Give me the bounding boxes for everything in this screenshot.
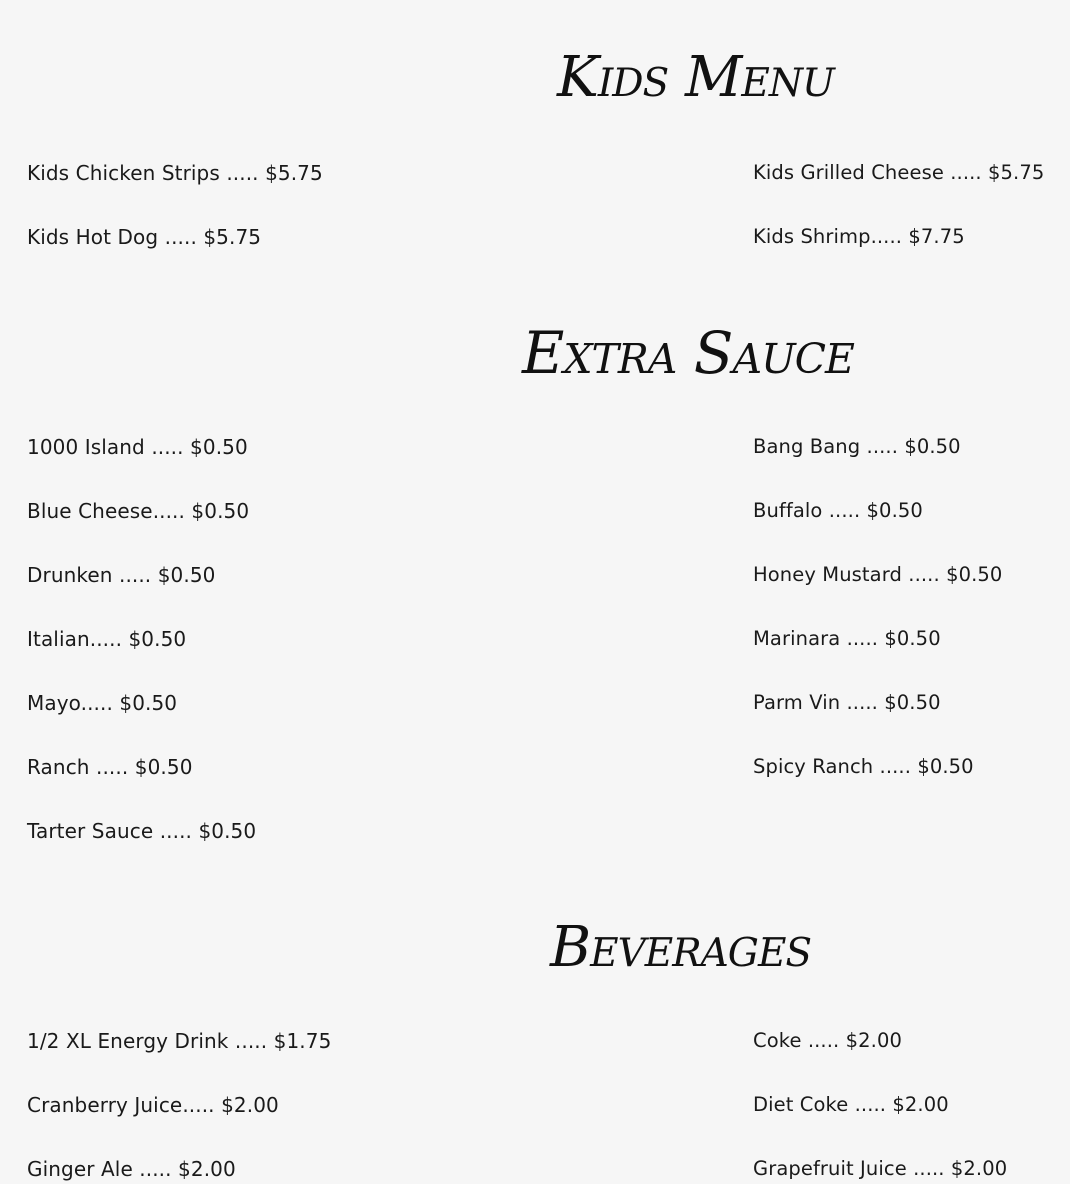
- menu-item: Kids Hot Dog ..... $5.75: [27, 225, 262, 249]
- kids-menu-title: Kids Menu: [557, 45, 834, 110]
- menu-item: 1000 Island ..... $0.50: [27, 435, 248, 459]
- menu-item: Buffalo ..... $0.50: [753, 499, 923, 522]
- menu-item: Italian..... $0.50: [27, 627, 187, 651]
- menu-item: Ranch ..... $0.50: [27, 755, 193, 779]
- menu-item: Spicy Ranch ..... $0.50: [753, 755, 974, 778]
- menu-item: Tarter Sauce ..... $0.50: [27, 819, 257, 843]
- menu-item: Cranberry Juice..... $2.00: [27, 1093, 279, 1117]
- menu-item: Parm Vin ..... $0.50: [753, 691, 941, 714]
- extra-sauce-title: Extra Sauce: [522, 319, 854, 387]
- menu-item: Kids Grilled Cheese ..... $5.75: [753, 161, 1045, 184]
- menu-item: Ginger Ale ..... $2.00: [27, 1157, 236, 1181]
- menu-item: Kids Chicken Strips ..... $5.75: [27, 161, 323, 185]
- menu-item: Drunken ..... $0.50: [27, 563, 216, 587]
- menu-item: Diet Coke ..... $2.00: [753, 1093, 949, 1116]
- menu-item: Mayo..... $0.50: [27, 691, 178, 715]
- menu-item: Marinara ..... $0.50: [753, 627, 941, 650]
- menu-item: Grapefruit Juice ..... $2.00: [753, 1157, 1008, 1180]
- menu-item: Kids Shrimp..... $7.75: [753, 225, 965, 248]
- menu-item: Honey Mustard ..... $0.50: [753, 563, 1003, 586]
- beverages-title: Beverages: [550, 915, 812, 980]
- menu-item: Blue Cheese..... $0.50: [27, 499, 250, 523]
- menu-item: 1/2 XL Energy Drink ..... $1.75: [27, 1029, 332, 1053]
- menu-item: Coke ..... $2.00: [753, 1029, 902, 1052]
- menu-item: Bang Bang ..... $0.50: [753, 435, 961, 458]
